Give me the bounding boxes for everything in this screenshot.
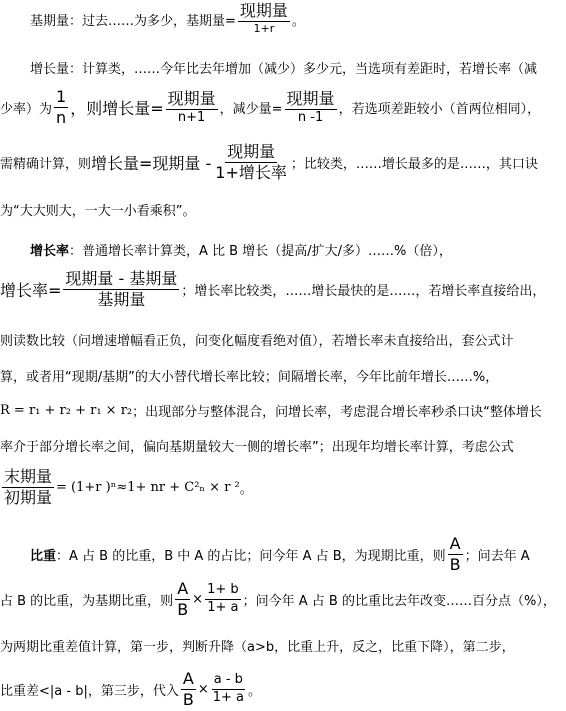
fraction-denominator: 1+增长率 [215, 163, 287, 183]
proportion-line-1 [30, 535, 530, 575]
fraction-numerator: 现期量 [238, 2, 290, 22]
growth-amount-line-1 [30, 58, 537, 77]
growth-rate-line-3 [0, 330, 514, 349]
growth-rate-line-1 [30, 240, 452, 259]
final-over-initial-fraction [2, 468, 54, 508]
text-segment: 增长量=现期量 - [91, 154, 212, 174]
base-factor-fraction [205, 583, 241, 616]
text-segment: 为两期比重差值计算，第一步，判断升降（a>b，比重上升，反之，比重下降），第二步， [0, 640, 515, 655]
fraction-numerator: 1+ b [205, 583, 241, 600]
a-over-b-fraction [181, 670, 196, 710]
fraction-numerator: 末期量 [2, 468, 54, 488]
fraction-denominator: 1+ a [207, 600, 239, 616]
interval-growth-formula: R = r₁ + r₂ + r₁ × r₂ [0, 403, 133, 418]
text-segment: ；问去年 A [464, 549, 530, 565]
text-segment: 率介于部分增长率之间，偏向基期量较大一侧的增长率”；出现年均增长率计算，考虑公式 [0, 440, 514, 455]
base-quantity-line [30, 2, 305, 36]
proportion-heading: 比重 [30, 549, 57, 565]
fraction-denominator: n -1 [297, 110, 324, 126]
annual-growth-formula: = (1+r )ⁿ≈1+ nr + C²ₙ × r ² [56, 480, 240, 496]
text-segment: 需精确计算，则 [0, 157, 92, 173]
sentence-end: 。 [291, 13, 305, 29]
increase-fraction [166, 90, 218, 126]
fraction-denominator: 1+ a [212, 690, 244, 706]
text-segment: 则读数比较（问增速增幅看正负，问变化幅度看绝对值），若增长率未直接给出，套公式计 [0, 334, 514, 349]
text-segment: ：A 占 B 的比重，B 中 A 的占比；问今年 A 占 B，为现期比重，则 [56, 549, 446, 565]
difference-factor-fraction [211, 673, 246, 706]
fraction-numerator: A [181, 670, 196, 690]
growth-amount-line-4 [0, 200, 195, 219]
times-sign: × [197, 682, 209, 698]
fraction-denominator: B [182, 690, 194, 710]
fraction-denominator: n [56, 108, 67, 128]
base-quantity-fraction [238, 2, 290, 36]
growth-rate-fraction [63, 270, 179, 310]
text-segment: ；问今年 A 占 B 的比重比去年改变……百分点（%）， [242, 594, 556, 610]
proportion-line-4 [0, 670, 261, 710]
text-segment: 比重差<|a - b|，第三步，代入 [0, 684, 179, 700]
decrease-fraction [285, 90, 337, 126]
proportion-line-3 [0, 636, 515, 655]
fraction-numerator: 1 [54, 88, 68, 108]
text-segment: 为“大大则大，一大一小看乘积”。 [0, 204, 196, 219]
text-segment: ，若选项差距较小（首两位相同）， [338, 102, 541, 118]
fraction-numerator: a - b [212, 673, 245, 690]
fraction-denominator: B [449, 555, 461, 575]
growth-amount-line-2 [0, 88, 540, 128]
precise-increase-fraction [213, 143, 289, 183]
fraction-denominator: 基期量 [97, 290, 146, 310]
sentence-end: 。 [247, 684, 261, 700]
text-segment: 少率）为 [0, 102, 53, 118]
fraction-denominator: 初期量 [4, 488, 53, 508]
growth-rate-line-5 [0, 401, 542, 420]
fraction-denominator: n+1 [177, 110, 206, 126]
text-segment: ：普通增长率计算类，A 比 B 增长（提高/扩大/多）……%（倍）， [69, 244, 452, 259]
fraction-numerator: A [448, 535, 463, 555]
text-segment: ，则增长量= [70, 99, 164, 119]
fraction-numerator: 现期量 - 基期量 [63, 270, 179, 290]
growth-amount-line-3 [0, 143, 538, 183]
fraction-numerator: 现期量 [225, 143, 277, 163]
one-over-n-fraction [54, 88, 68, 128]
text-segment: 算，或者用“现期/基期”的大小替代增长率比较；间隔增长率，今年比前年增长……%， [0, 370, 499, 385]
growth-rate-heading: 增长率 [30, 244, 70, 259]
base-quantity-text: 基期量：过去……为多少，基期量= [30, 13, 236, 29]
fraction-denominator: 1+r [253, 22, 275, 36]
growth-rate-line-7 [0, 468, 253, 508]
text-segment: ；出现部分与整体混合，问增长率，考虑混合增长率秒杀口诀“整体增长 [132, 405, 542, 420]
proportion-line-2 [0, 580, 556, 620]
fraction-numerator: 现期量 [166, 90, 218, 110]
a-over-b-fraction [448, 535, 463, 575]
text-segment: ；比较类，……增长最多的是……，其口诀 [290, 157, 538, 173]
fraction-numerator: 现期量 [285, 90, 337, 110]
text-segment: 占 B 的比重，为基期比重，则 [0, 594, 174, 610]
growth-amount-text: 增长量：计算类，……今年比去年增加（减少）多少元，当选项有差距时，若增长率（减 [30, 62, 538, 77]
growth-rate-line-2 [0, 270, 545, 310]
sentence-end: 。 [239, 482, 253, 498]
growth-rate-line-6 [0, 436, 514, 455]
fraction-denominator: B [177, 600, 189, 620]
growth-rate-line-4 [0, 366, 498, 385]
times-sign: × [192, 592, 204, 608]
a-over-b-fraction [175, 580, 190, 620]
text-segment: ；增长率比较类，……增长最快的是……，若增长率直接给出， [181, 284, 546, 300]
text-segment: 增长率= [0, 281, 62, 301]
fraction-numerator: A [175, 580, 190, 600]
text-segment: ，减少量= [219, 102, 283, 118]
